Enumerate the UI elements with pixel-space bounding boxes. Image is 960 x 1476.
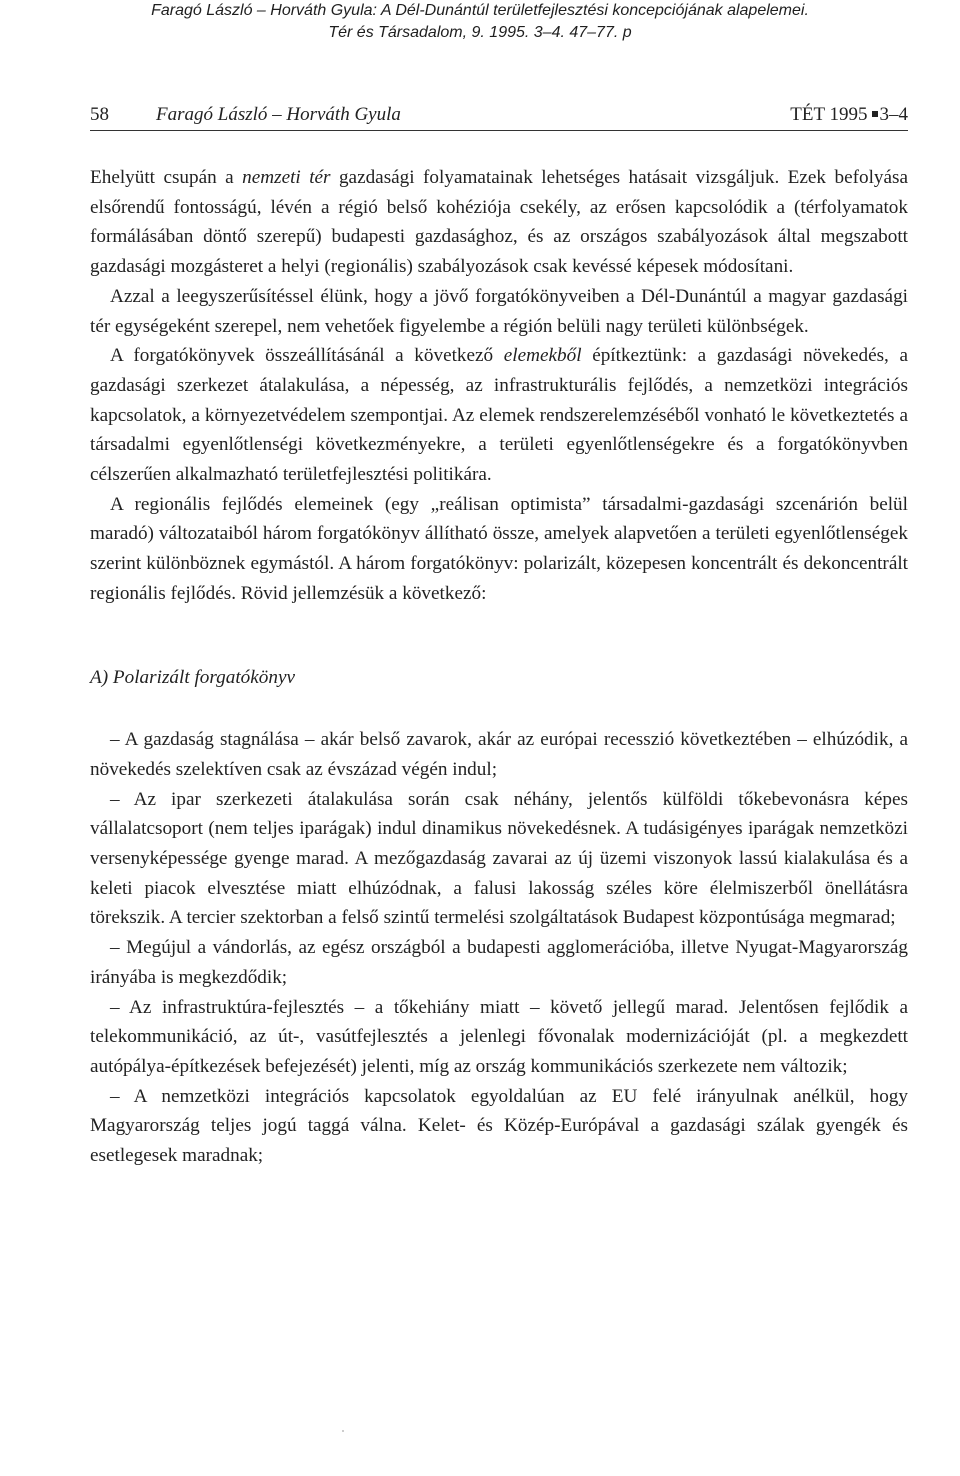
scan-speck [342, 1430, 344, 1432]
list-item: – Megújul a vándorlás, az egész országból a budapesti agglomerációba, illetve Nyugat-Magyarország irányába is megkezdődik; [90, 937, 908, 988]
paragraph-1 [90, 163, 908, 282]
paragraph-1-text-a: Ehelyütt csupán a [90, 167, 243, 188]
article-body [90, 163, 908, 1171]
journal-issue: 3–4 [879, 104, 908, 125]
list-item: – Az infrastruktúra-fejlesztés – a tőkehiány miatt – követő jellegű marad. Jelentősen fejlődik a telekommunikáció, az út-, vasútfejlesztés a jelenlegi fővonalak modernizációját (pl. a megkezdett autópálya-építkezések befejezését) jelenti, míg az ország kommunikációs szerkezete nem változik; [90, 996, 908, 1077]
citation-line-1: Faragó László – Horváth Gyula: A Dél-Dunántúl területfejlesztési koncepciójának alapelemei. [151, 2, 809, 19]
list-item: – A gazdaság stagnálása – akár belső zavarok, akár az európai recesszió következtében – elhúzódik, a növekedés szelektíven csak az évszázad végén indul; [90, 729, 908, 780]
paragraph-2: Azzal a leegyszerűsítéssel élünk, hogy a jövő forgatókönyveiben a Dél-Dunántúl a magyar gazdasági tér egységeként szerepel, nem vehetőek figyelembe a régión belüli nagy területi különbségek. [90, 285, 908, 337]
running-header-authors: Faragó László – Horváth Gyula [156, 104, 401, 125]
paragraph-3-text-b: építkeztünk: a gazdasági növekedés, a gazdasági szerkezet átalakulása, a népesség, az infrastrukturális fejlődés, a nemzetközi integrációs kapcsolatok, a környezetvédelem szempontjai. Az elemek rendszerelemzéséből vonható le következtetés a társadalmi egyenlőtlenségi következményekre, a területi egyenlőtlenségekre és a forgatókönyvben célszerűen alkalmazható területfejlesztési politikára. [90, 345, 908, 486]
paragraph-4: A regionális fejlődés elemeinek (egy „reálisan optimista” társadalmi-gazdasági szcenárión belül maradó) változataiból három forgatókönyv állítható össze, amelyek alapvetően a területi egyenlőtlenségek szerint különböznek egymástól. A három forgatókönyv: polarizált, közepesen koncentrált és dekoncentrált regionális fejlődés. Rövid jellemzésük a következő: [90, 493, 908, 604]
square-bullet-icon [872, 111, 878, 117]
citation-header [0, 0, 960, 44]
running-header-journal [790, 100, 908, 130]
page-number: 58 [90, 104, 109, 125]
journal-name: TÉT 1995 [790, 104, 868, 125]
paragraph-3-text-a: A forgatókönyvek összeállításánál a következő [110, 345, 504, 367]
list-item: – Az ipar szerkezeti átalakulása során csak néhány, jelentős külföldi tőkebevonásra képes vállalatcsoport (nem teljes iparágak) indul dinamikus növekedésnek. A tudásigényes iparágak nemzetközi versenyképessége gyenge marad. A mezőgazdaság zavarai az új üzemi viszonyok lassú kialakulása és a keleti piacok elvesztése miatt elhúzódnak, a falusi lakosság széles köre élelmiszerből önellátásra törekszik. A tercier szektorban a felső szintű termelési szolgáltatások Budapest központúsága megmarad; [90, 788, 908, 929]
paragraph-1-text-b: gazdasági folyamatainak lehetséges hatásait vizsgáljuk. Ezek befolyása elsőrendű fontosságú, lévén a régió belső kohéziója csekély, az erősen kapcsolódik a (térfolyamatok formálásában döntő szerepű) budapesti gazdasághoz, és az országos szabályozások által megszabott gazdasági mozgásteret a helyi (regionális) szabályozások csak kevéssé képesek módosítani. [90, 167, 908, 278]
spacer [90, 692, 908, 725]
citation-line-2: Tér és Társadalom, 9. 1995. 3–4. 47–77. p [328, 24, 632, 41]
paragraph-3 [90, 341, 908, 490]
paragraph-3-emphasis: elemekből [503, 345, 582, 367]
spacer [90, 609, 908, 663]
running-header [90, 100, 908, 131]
section-heading: A) Polarizált forgatókönyv [90, 666, 295, 688]
list-item: – A nemzetközi integrációs kapcsolatok egyoldalúan az EU felé irányulnak anélkül, hogy Magyarország teljes jogú taggá válna. Kelet- és Közép-Európával a gazdasági szálak gyengék és esetlegesek maradnak; [90, 1085, 908, 1167]
paragraph-1-emphasis: nemzeti tér [242, 167, 331, 188]
